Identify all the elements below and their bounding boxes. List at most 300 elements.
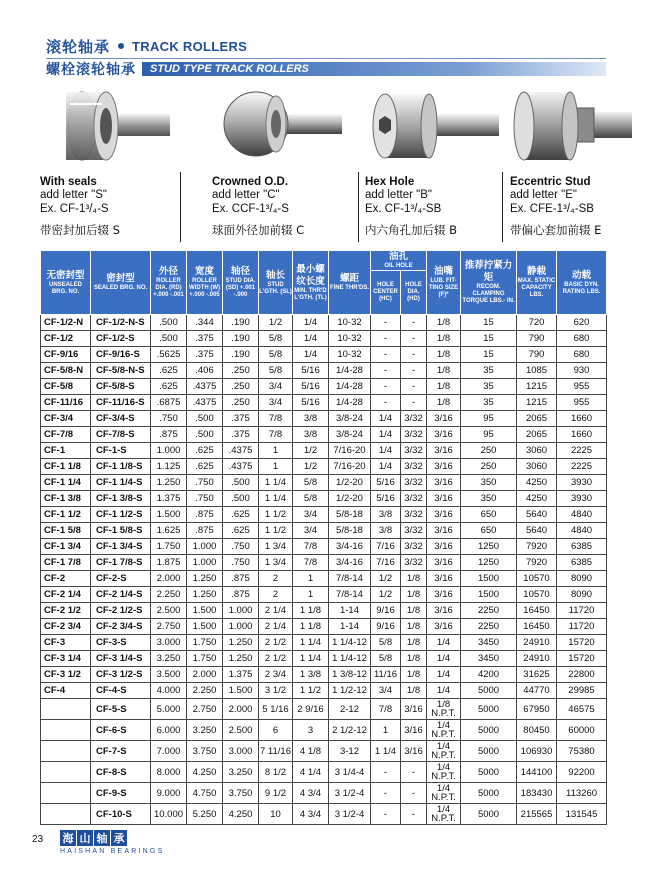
table-row xyxy=(41,720,607,741)
col-oil-hole: 油孔 OIL HOLE xyxy=(371,251,427,271)
table-cell: - xyxy=(371,762,401,783)
table-cell: 1 1/8 xyxy=(293,603,329,619)
table-cell: CF-2 1/4-S xyxy=(91,587,151,603)
table-cell: 3/16 xyxy=(401,720,427,741)
table-cell: 1 1/8 xyxy=(293,619,329,635)
table-cell xyxy=(41,699,91,720)
table-cell: .5625 xyxy=(151,347,187,363)
table-cell: CF-1/2-N-S xyxy=(91,315,151,331)
table-cell: 6385 xyxy=(557,555,607,571)
table-cell: CF-2-S xyxy=(91,571,151,587)
table-cell: CF-1 3/4 xyxy=(41,539,91,555)
table-cell: 1 1/2 xyxy=(259,507,293,523)
table-cell: 1/4 xyxy=(427,667,461,683)
table-cell: CF-5/8 xyxy=(41,379,91,395)
table-cell: CF-1/2-N xyxy=(41,315,91,331)
table-cell: 1/4 xyxy=(371,459,401,475)
table-cell: CF-7/8 xyxy=(41,427,91,443)
table-cell: .4375 xyxy=(223,459,259,475)
table-cell: 5000 xyxy=(461,762,517,783)
table-cell: 1.875 xyxy=(151,555,187,571)
table-cell: 3/4-16 xyxy=(329,539,371,555)
table-cell: 9/16 xyxy=(371,619,401,635)
table-cell: 3450 xyxy=(461,635,517,651)
table-cell: 1 3/4 xyxy=(259,555,293,571)
table-cell: .875 xyxy=(151,427,187,443)
table-cell: 4.250 xyxy=(187,762,223,783)
product-zh: 带密封加后辍 S xyxy=(40,223,120,237)
table-cell: 1/4 N.P.T. xyxy=(427,720,461,741)
table-cell: .625 xyxy=(223,507,259,523)
table-cell: 3/4 xyxy=(293,523,329,539)
table-cell: 1/4 xyxy=(427,683,461,699)
table-cell: 2.750 xyxy=(187,699,223,720)
table-cell: CF-1 1/2-S xyxy=(91,507,151,523)
table-cell: 3/8 xyxy=(293,427,329,443)
table-cell: 1.000 xyxy=(187,539,223,555)
table-row xyxy=(41,507,607,523)
table-cell: - xyxy=(401,331,427,347)
table-cell: CF-7-S xyxy=(91,741,151,762)
table-cell: 4.750 xyxy=(187,783,223,804)
table-row xyxy=(41,762,607,783)
table-cell: 7 11/16 xyxy=(259,741,293,762)
table-cell: 1 xyxy=(259,459,293,475)
table-cell: 620 xyxy=(557,315,607,331)
table-cell: 2 3/4 xyxy=(259,667,293,683)
table-cell: 2065 xyxy=(517,427,557,443)
table-cell: 2-12 xyxy=(329,699,371,720)
table-cell: 15 xyxy=(461,347,517,363)
table-cell: 1/4 xyxy=(293,347,329,363)
table-cell: 3/16 xyxy=(427,523,461,539)
table-cell: CF-1/2 xyxy=(41,331,91,347)
table-cell: .500 xyxy=(223,475,259,491)
table-cell: 3/16 xyxy=(427,427,461,443)
table-cell: 1.000 xyxy=(223,603,259,619)
table-cell: 7/8 xyxy=(293,555,329,571)
table-cell: CF-3 1/4-S xyxy=(91,651,151,667)
table-cell: 1 1/4 xyxy=(259,475,293,491)
table-row xyxy=(41,331,607,347)
table-cell: 3 xyxy=(293,720,329,741)
table-cell: 1-14 xyxy=(329,603,371,619)
table-cell: CF-11/16-S xyxy=(91,395,151,411)
product-suffix: add letter "E" xyxy=(510,189,577,201)
col-roller-width: 宽度 ROLLER WIDTH (W) +.000 -.005 xyxy=(187,251,223,315)
table-cell: 1/8 xyxy=(427,379,461,395)
table-cell: .375 xyxy=(187,331,223,347)
table-cell: 3/16 xyxy=(401,699,427,720)
table-cell: 2.000 xyxy=(151,571,187,587)
table-cell: 2 1/2 xyxy=(259,635,293,651)
table-cell: 1/4 xyxy=(371,411,401,427)
table-row xyxy=(41,523,607,539)
table-cell: 1/4 xyxy=(293,315,329,331)
table-cell: 8090 xyxy=(557,571,607,587)
table-cell: 680 xyxy=(557,347,607,363)
table-cell: 3-12 xyxy=(329,741,371,762)
table-cell: 9.000 xyxy=(151,783,187,804)
section-title-en: TRACK ROLLERS xyxy=(132,38,248,54)
table-row xyxy=(41,741,607,762)
table-cell: CF-1 1/4 xyxy=(41,475,91,491)
table-cell: .190 xyxy=(223,331,259,347)
table-cell: 1660 xyxy=(557,411,607,427)
table-cell: .375 xyxy=(223,427,259,443)
table-cell: .875 xyxy=(223,571,259,587)
column-divider xyxy=(358,172,359,242)
table-cell: .625 xyxy=(187,459,223,475)
table-cell: CF-1 1/4-S xyxy=(91,475,151,491)
product-name: Hex Hole xyxy=(365,176,415,188)
table-cell: 1500 xyxy=(461,571,517,587)
table-cell: 46575 xyxy=(557,699,607,720)
table-cell: CF-1 5/8 xyxy=(41,523,91,539)
table-cell: 2 1/4 xyxy=(259,619,293,635)
column-divider xyxy=(502,172,503,242)
table-cell: 3/8 xyxy=(293,411,329,427)
product-zh: 带偏心套加前辍 E xyxy=(510,223,602,237)
table-cell: 5/16 xyxy=(371,491,401,507)
table-cell: .250 xyxy=(223,379,259,395)
table-cell: 2 xyxy=(259,587,293,603)
hex-hole-roller-image xyxy=(365,84,505,170)
table-cell: 5/16 xyxy=(293,395,329,411)
table-cell: 4 1/8 xyxy=(293,741,329,762)
table-cell: 1/8 xyxy=(401,603,427,619)
table-cell: 1 1/2 xyxy=(259,523,293,539)
table-row xyxy=(41,475,607,491)
product-variants xyxy=(40,84,610,254)
table-cell: .500 xyxy=(187,411,223,427)
table-cell: 3.750 xyxy=(187,741,223,762)
table-cell: 1/4 xyxy=(293,331,329,347)
table-cell: - xyxy=(401,783,427,804)
table-cell: CF-9/16 xyxy=(41,347,91,363)
product-suffix: add letter "C" xyxy=(212,189,280,201)
table-cell: 31625 xyxy=(517,667,557,683)
table-cell: CF-5/8-S xyxy=(91,379,151,395)
table-cell: 1/4 xyxy=(427,651,461,667)
table-cell: 106930 xyxy=(517,741,557,762)
product-name: Eccentric Stud xyxy=(510,176,591,188)
table-cell xyxy=(41,720,91,741)
product-suffix: add letter "B" xyxy=(365,189,432,201)
specs-table xyxy=(40,250,607,825)
table-cell: 1660 xyxy=(557,427,607,443)
table-cell: 5000 xyxy=(461,783,517,804)
table-cell: 1/8 xyxy=(427,331,461,347)
table-cell: .250 xyxy=(223,395,259,411)
table-cell: 10-32 xyxy=(329,315,371,331)
product-with-seals xyxy=(40,84,180,238)
table-cell: 2225 xyxy=(557,459,607,475)
table-cell: 3060 xyxy=(517,443,557,459)
table-cell: 1 1/4 xyxy=(371,741,401,762)
table-cell: 10 xyxy=(259,804,293,825)
table-cell: 5/8 xyxy=(293,475,329,491)
table-cell: 1.750 xyxy=(151,539,187,555)
table-cell: .250 xyxy=(223,363,259,379)
table-cell: 3930 xyxy=(557,475,607,491)
table-cell: 3/16 xyxy=(427,475,461,491)
table-cell: - xyxy=(401,315,427,331)
table-cell: 1 xyxy=(293,587,329,603)
product-name: With seals xyxy=(40,176,97,188)
table-row xyxy=(41,315,607,331)
table-cell: .4375 xyxy=(187,379,223,395)
table-cell: 11/16 xyxy=(371,667,401,683)
table-cell: 5/8 xyxy=(259,331,293,347)
table-cell: 35 xyxy=(461,363,517,379)
table-cell: 1 3/4 xyxy=(259,539,293,555)
table-cell: CF-2 1/2-S xyxy=(91,603,151,619)
column-divider xyxy=(180,172,181,242)
table-cell: 3.000 xyxy=(223,741,259,762)
table-cell: 1 1/4 xyxy=(293,635,329,651)
table-cell: 3.250 xyxy=(151,651,187,667)
table-cell: .4375 xyxy=(187,395,223,411)
table-cell: 1/8 xyxy=(401,683,427,699)
table-cell: 3 1/2 xyxy=(259,683,293,699)
table-cell: 35 xyxy=(461,395,517,411)
table-cell: CF-6-S xyxy=(91,720,151,741)
table-cell: CF-4-S xyxy=(91,683,151,699)
table-cell: 3.000 xyxy=(151,635,187,651)
table-cell: 1.750 xyxy=(187,651,223,667)
table-row xyxy=(41,363,607,379)
table-cell: .6875 xyxy=(151,395,187,411)
table-cell: 5000 xyxy=(461,741,517,762)
table-cell xyxy=(41,783,91,804)
table-cell: 2.500 xyxy=(223,720,259,741)
table-cell: - xyxy=(371,379,401,395)
table-cell: 80450 xyxy=(517,720,557,741)
table-cell: 3.750 xyxy=(223,783,259,804)
table-cell: 2.750 xyxy=(151,619,187,635)
product-hex-hole xyxy=(365,84,505,238)
table-cell: 1.250 xyxy=(151,475,187,491)
table-cell: .190 xyxy=(223,315,259,331)
table-cell: 1/8 xyxy=(401,635,427,651)
col-hole-dia: HOLE DIA. (HD) xyxy=(401,271,427,315)
table-cell: 4.000 xyxy=(151,683,187,699)
table-cell: 3930 xyxy=(557,491,607,507)
col-fine-threads: 螺距 FINE THR'DS. xyxy=(329,251,371,315)
table-cell: 3/32 xyxy=(401,443,427,459)
table-cell: 44770 xyxy=(517,683,557,699)
table-cell: 1.625 xyxy=(151,523,187,539)
subtitle-band xyxy=(142,62,606,76)
logo-char: 承 xyxy=(111,830,127,846)
table-cell: 1 xyxy=(293,571,329,587)
table-cell: 5/8 xyxy=(259,347,293,363)
table-cell: CF-11/16 xyxy=(41,395,91,411)
table-cell: 1.250 xyxy=(187,571,223,587)
table-cell: 1/4 xyxy=(371,443,401,459)
table-cell: - xyxy=(371,395,401,411)
table-cell: .625 xyxy=(187,443,223,459)
table-cell: CF-9-S xyxy=(91,783,151,804)
table-cell: 1/8 xyxy=(427,315,461,331)
col-static-capacity: 静载 MAX. STATIC CAPACITY LBS. xyxy=(517,251,557,315)
eccentric-roller-image xyxy=(510,84,650,170)
table-cell: 1.000 xyxy=(187,555,223,571)
table-cell: 2250 xyxy=(461,603,517,619)
table-cell: CF-3/4-S xyxy=(91,411,151,427)
table-cell: 1.750 xyxy=(187,635,223,651)
table-cell: .406 xyxy=(187,363,223,379)
table-cell: - xyxy=(371,347,401,363)
table-cell: 24910 xyxy=(517,651,557,667)
table-cell: 7.000 xyxy=(151,741,187,762)
table-cell: 955 xyxy=(557,379,607,395)
table-cell: 3/16 xyxy=(427,619,461,635)
table-cell: 1/8 xyxy=(401,651,427,667)
section-subtitle xyxy=(46,60,606,78)
product-crowned-od xyxy=(212,84,352,238)
table-cell: CF-3 xyxy=(41,635,91,651)
table-cell: 3 1/2-4 xyxy=(329,783,371,804)
table-cell: 5/8 xyxy=(371,651,401,667)
table-cell: 15720 xyxy=(557,651,607,667)
table-cell: CF-9/16-S xyxy=(91,347,151,363)
col-sealed: 密封型 SEALED BRG. NO. xyxy=(91,251,151,315)
table-cell: CF-3-S xyxy=(91,635,151,651)
table-cell: 3.250 xyxy=(223,762,259,783)
table-cell: 75380 xyxy=(557,741,607,762)
sealed-roller-image xyxy=(40,84,180,170)
table-row xyxy=(41,667,607,683)
product-suffix: add letter "S" xyxy=(40,189,107,201)
table-cell: CF-1 7/8 xyxy=(41,555,91,571)
table-cell: 5 1/16 xyxy=(259,699,293,720)
table-cell: - xyxy=(401,363,427,379)
table-cell xyxy=(41,762,91,783)
table-cell: 1/4 N.P.T. xyxy=(427,741,461,762)
table-cell: CF-1-S xyxy=(91,443,151,459)
table-cell: CF-2 1/2 xyxy=(41,603,91,619)
table-cell: - xyxy=(401,395,427,411)
crowned-roller-image xyxy=(212,84,352,170)
table-cell: 4250 xyxy=(517,491,557,507)
table-cell: 3/16 xyxy=(427,571,461,587)
table-cell: CF-5-S xyxy=(91,699,151,720)
table-cell: 1 xyxy=(371,720,401,741)
table-cell: 1 3/8 xyxy=(293,667,329,683)
table-cell: - xyxy=(401,762,427,783)
table-cell: 1/2 xyxy=(371,571,401,587)
table-cell: 4 3/4 xyxy=(293,804,329,825)
table-cell: - xyxy=(371,315,401,331)
table-cell: 1.500 xyxy=(151,507,187,523)
table-cell: 10570 xyxy=(517,587,557,603)
table-cell: 2.500 xyxy=(151,603,187,619)
table-cell: 7/16-20 xyxy=(329,459,371,475)
table-cell: CF-5/8-N xyxy=(41,363,91,379)
table-cell: 720 xyxy=(517,315,557,331)
table-cell: 2 9/16 xyxy=(293,699,329,720)
table-cell: 6.000 xyxy=(151,720,187,741)
table-cell: 1.250 xyxy=(223,635,259,651)
table-cell: 4 1/4 xyxy=(293,762,329,783)
table-cell: 2.250 xyxy=(187,683,223,699)
subtitle-en: STUD TYPE TRACK ROLLERS xyxy=(150,63,309,75)
table-cell: 1/2 xyxy=(293,443,329,459)
table-cell: 1.375 xyxy=(151,491,187,507)
table-cell: 1 xyxy=(259,443,293,459)
table-row xyxy=(41,619,607,635)
table-cell: 1/8 xyxy=(401,667,427,683)
table-cell: 7/8 xyxy=(259,411,293,427)
table-cell: 11720 xyxy=(557,619,607,635)
table-cell: 350 xyxy=(461,475,517,491)
section-title-zh: 滚轮轴承 xyxy=(46,38,111,56)
table-cell: CF-3 1/2 xyxy=(41,667,91,683)
table-cell: 2 1/2 xyxy=(259,651,293,667)
table-cell: 3/16 xyxy=(427,539,461,555)
table-cell: 1085 xyxy=(517,363,557,379)
table-cell: 3/16 xyxy=(427,443,461,459)
table-cell: 7/8 xyxy=(371,699,401,720)
logo-char: 轴 xyxy=(94,830,110,846)
table-cell: 1.125 xyxy=(151,459,187,475)
table-cell: 3 1/4-4 xyxy=(329,762,371,783)
table-cell: 67950 xyxy=(517,699,557,720)
table-cell: 3/32 xyxy=(401,491,427,507)
table-cell: 1 1/4 xyxy=(293,651,329,667)
table-cell: 5000 xyxy=(461,804,517,825)
table-cell: 10-32 xyxy=(329,347,371,363)
table-cell: 3.250 xyxy=(187,720,223,741)
table-cell: CF-2 3/4 xyxy=(41,619,91,635)
logo-char: 山 xyxy=(77,830,93,846)
table-cell: 1.500 xyxy=(187,619,223,635)
table-cell: CF-1/2-S xyxy=(91,331,151,347)
table-cell: 1/8 xyxy=(427,395,461,411)
table-cell: 6 xyxy=(259,720,293,741)
table-cell: .875 xyxy=(187,507,223,523)
table-cell: 5/16 xyxy=(293,379,329,395)
table-cell: 15 xyxy=(461,315,517,331)
table-cell: 1.500 xyxy=(223,683,259,699)
table-cell: 3/16 xyxy=(427,411,461,427)
table-cell: 3.500 xyxy=(151,667,187,683)
table-row xyxy=(41,411,607,427)
table-cell: 60000 xyxy=(557,720,607,741)
table-cell: 7920 xyxy=(517,555,557,571)
table-cell: CF-10-S xyxy=(91,804,151,825)
table-cell: 1 1/2 xyxy=(293,683,329,699)
table-cell: 1/4-28 xyxy=(329,379,371,395)
table-cell: 10570 xyxy=(517,571,557,587)
table-row xyxy=(41,699,607,720)
table-row xyxy=(41,555,607,571)
logo-char: 海 xyxy=(60,830,76,846)
table-cell: CF-1 3/8 xyxy=(41,491,91,507)
table-cell: 95 xyxy=(461,427,517,443)
table-cell: 3 1/2-4 xyxy=(329,804,371,825)
table-row xyxy=(41,491,607,507)
table-cell: 3/16 xyxy=(401,741,427,762)
table-cell: 250 xyxy=(461,459,517,475)
table-row xyxy=(41,804,607,825)
page-number: 23 xyxy=(32,834,44,845)
table-cell: 3/8 xyxy=(371,507,401,523)
table-cell: CF-1 7/8-S xyxy=(91,555,151,571)
table-row xyxy=(41,427,607,443)
